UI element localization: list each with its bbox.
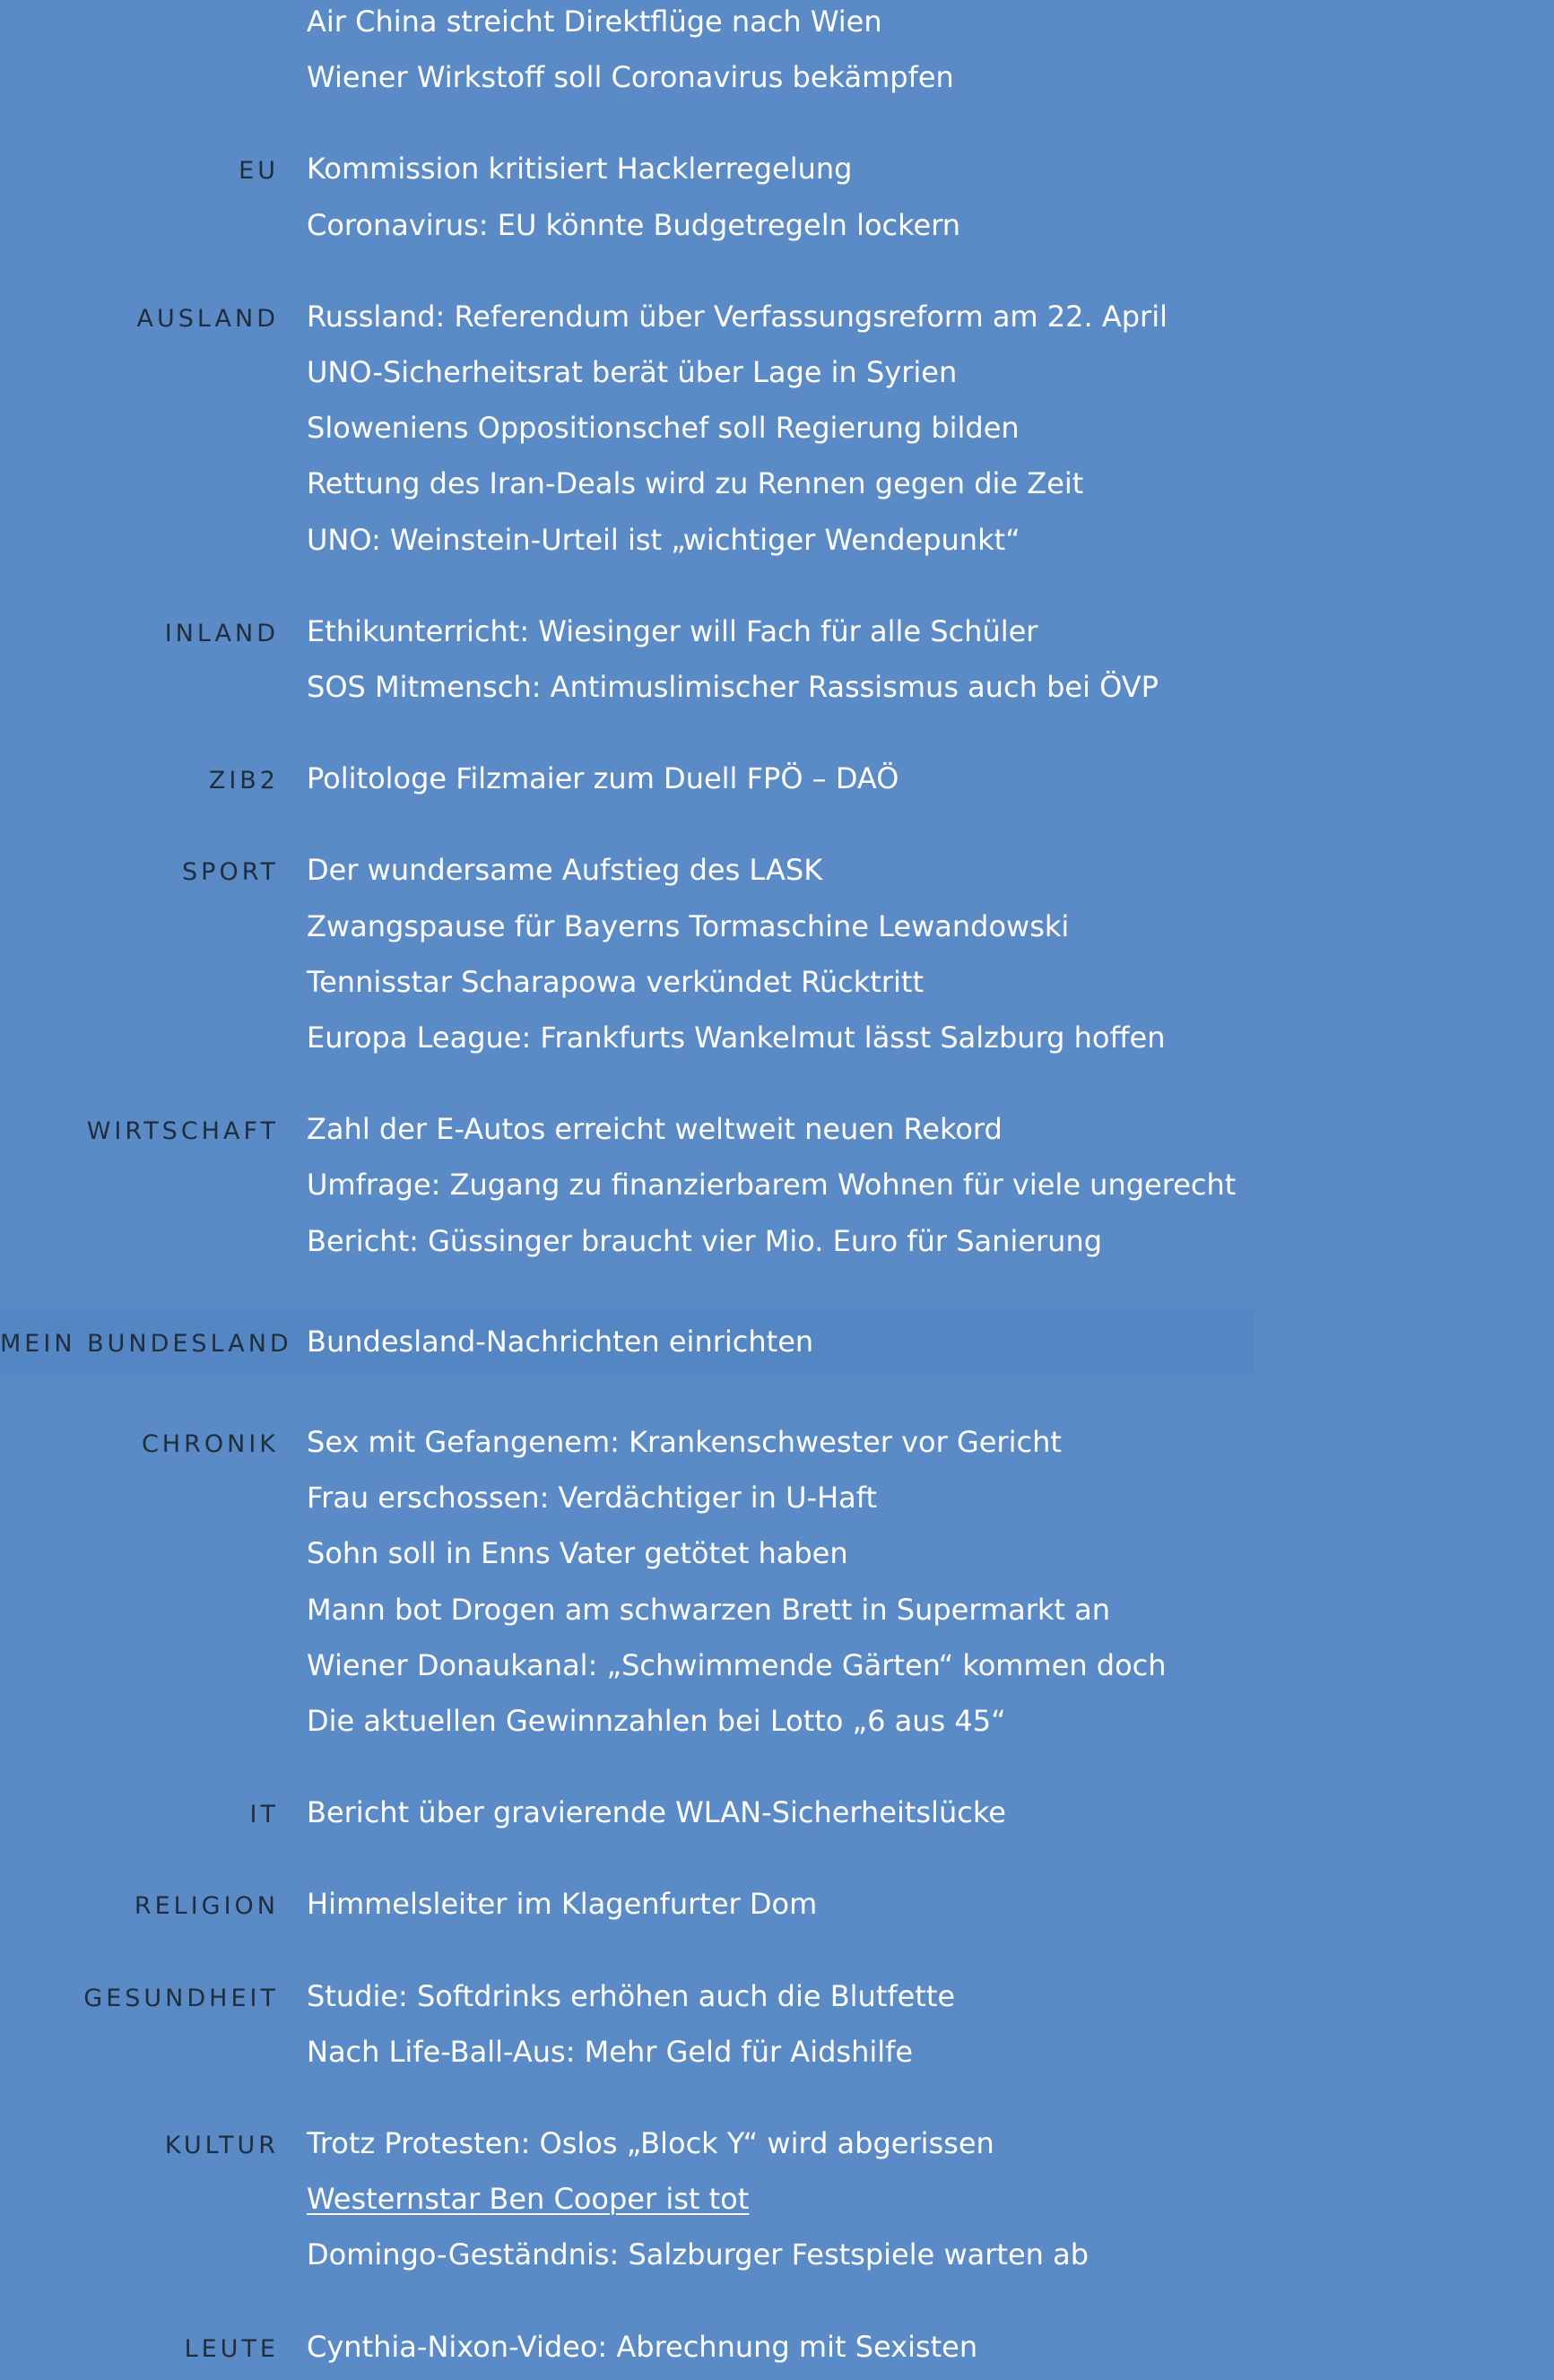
news-section-chronik [0, 1425, 1254, 1738]
headline-link[interactable]: Bundesland-Nachrichten einrichten [307, 1324, 814, 1359]
headline-link[interactable]: Frau erschossen: Verdächtiger in U-Haft [307, 1481, 878, 1516]
section-label[interactable]: EU [239, 157, 279, 186]
news-section-top [0, 4, 1254, 95]
headline-link[interactable]: Bericht über gravierende WLAN-Sicherheitslücke [307, 1795, 1006, 1830]
section-label[interactable]: GESUNDHEIT [83, 1984, 279, 2012]
section-label[interactable]: AUSLAND [136, 304, 279, 333]
headline-link[interactable]: Politologe Filzmaier zum Duell FPÖ – DAÖ [307, 761, 899, 796]
headline-link[interactable]: Zwangspause für Bayerns Tormaschine Lewandowski [307, 908, 1070, 943]
headline-link[interactable]: Himmelsleiter im Klagenfurter Dom [307, 1887, 818, 1922]
section-label[interactable]: IT [249, 1801, 279, 1829]
headline-link[interactable]: Wiener Donaukanal: „Schwimmende Gärten“ kommen doch [307, 1647, 1167, 1682]
headline-link[interactable]: Studie: Softdrinks erhöhen auch die Blutfette [307, 1978, 956, 2013]
headline-link[interactable]: Nach Life-Ball-Aus: Mehr Geld für Aidshilfe [307, 2034, 914, 2069]
headline-link[interactable]: Tennisstar Scharapowa verkündet Rücktritt [307, 964, 924, 999]
section-label[interactable]: ZIB2 [208, 767, 279, 795]
headline-link[interactable]: Domingo-Geständnis: Salzburger Festspiele warten ab [307, 2237, 1090, 2272]
headline-link[interactable]: Bericht: Güssinger braucht vier Mio. Euro für Sanierung [307, 1223, 1103, 1258]
headline-link[interactable]: Trotz Protesten: Oslos „Block Y“ wird abgerissen [307, 2126, 994, 2160]
section-label[interactable]: RELIGION [134, 1892, 279, 1921]
news-section-ausland [0, 299, 1254, 557]
headline-link[interactable]: Zahl der E-Autos erreicht weltweit neuen Rekord [307, 1112, 1003, 1147]
headline-link[interactable]: Umfrage: Zugang zu finanzierbarem Wohnen für viele ungerecht [307, 1168, 1237, 1203]
headline-link[interactable]: Sohn soll in Enns Vater getötet haben [307, 1536, 848, 1571]
section-label[interactable]: CHRONIK [141, 1430, 279, 1458]
headline-link[interactable]: Ethikunterricht: Wiesinger will Fach für alle Schüler [307, 613, 1038, 648]
headline-link[interactable]: UNO-Sicherheitsrat berät über Lage in Syrien [307, 354, 958, 389]
headline-link[interactable]: Sex mit Gefangenem: Krankenschwester vor Gericht [307, 1425, 1062, 1459]
headline-link[interactable]: Westernstar Ben Cooper ist tot [307, 2182, 750, 2217]
headline-link[interactable]: Russland: Referendum über Verfassungsreform am 22. April [307, 299, 1168, 334]
headline-link[interactable]: Coronavirus: EU könnte Budgetregeln lockern [307, 207, 961, 242]
headline-link[interactable]: Cynthia-Nixon-Video: Abrechnung mit Sexisten [307, 2329, 978, 2364]
headline-link[interactable]: Kommission kritisiert Hacklerregelung [307, 152, 853, 187]
news-section-sport [0, 853, 1254, 1055]
news-section-kultur [0, 2126, 1254, 2272]
headline-link[interactable]: Mann bot Drogen am schwarzen Brett in Supermarkt an [307, 1592, 1111, 1627]
news-section-mein-bundesland [0, 1309, 1254, 1374]
headline-link[interactable]: SOS Mitmensch: Antimuslimischer Rassismus auch bei ÖVP [307, 669, 1159, 704]
headline-link[interactable]: Wiener Wirkstoff soll Coronavirus bekämpfen [307, 60, 954, 95]
headline-link[interactable]: Der wundersame Aufstieg des LASK [307, 853, 823, 888]
headline-link[interactable]: Sloweniens Oppositionschef soll Regierung bilden [307, 411, 1020, 446]
news-section-religion [0, 1887, 1254, 1922]
section-label[interactable]: MEIN BUNDESLAND [0, 1329, 292, 1358]
news-section-wirtschaft [0, 1112, 1254, 1258]
section-label[interactable]: LEUTE [184, 2334, 279, 2363]
news-section-eu [0, 152, 1254, 242]
news-section-it [0, 1795, 1254, 1830]
news-section-gesundheit [0, 1978, 1254, 2069]
news-section-leute [0, 2329, 1254, 2364]
section-label[interactable]: KULTUR [164, 2132, 279, 2159]
news-section-zib2 [0, 761, 1254, 796]
headline-link[interactable]: Air China streicht Direktflüge nach Wien [307, 4, 882, 39]
section-label[interactable]: INLAND [164, 619, 279, 647]
section-label[interactable]: WIRTSCHAFT [86, 1117, 279, 1146]
news-section-inland [0, 613, 1254, 704]
headline-link[interactable]: Die aktuellen Gewinnzahlen bei Lotto „6 aus 45“ [307, 1704, 1006, 1738]
headline-link[interactable]: Rettung des Iran-Deals wird zu Rennen gegen die Zeit [307, 466, 1084, 501]
headline-link[interactable]: UNO: Weinstein-Urteil ist „wichtiger Wendepunkt“ [307, 522, 1020, 557]
headline-link[interactable]: Europa League: Frankfurts Wankelmut lässt Salzburg hoffen [307, 1020, 1166, 1055]
section-label[interactable]: SPORT [182, 858, 279, 887]
